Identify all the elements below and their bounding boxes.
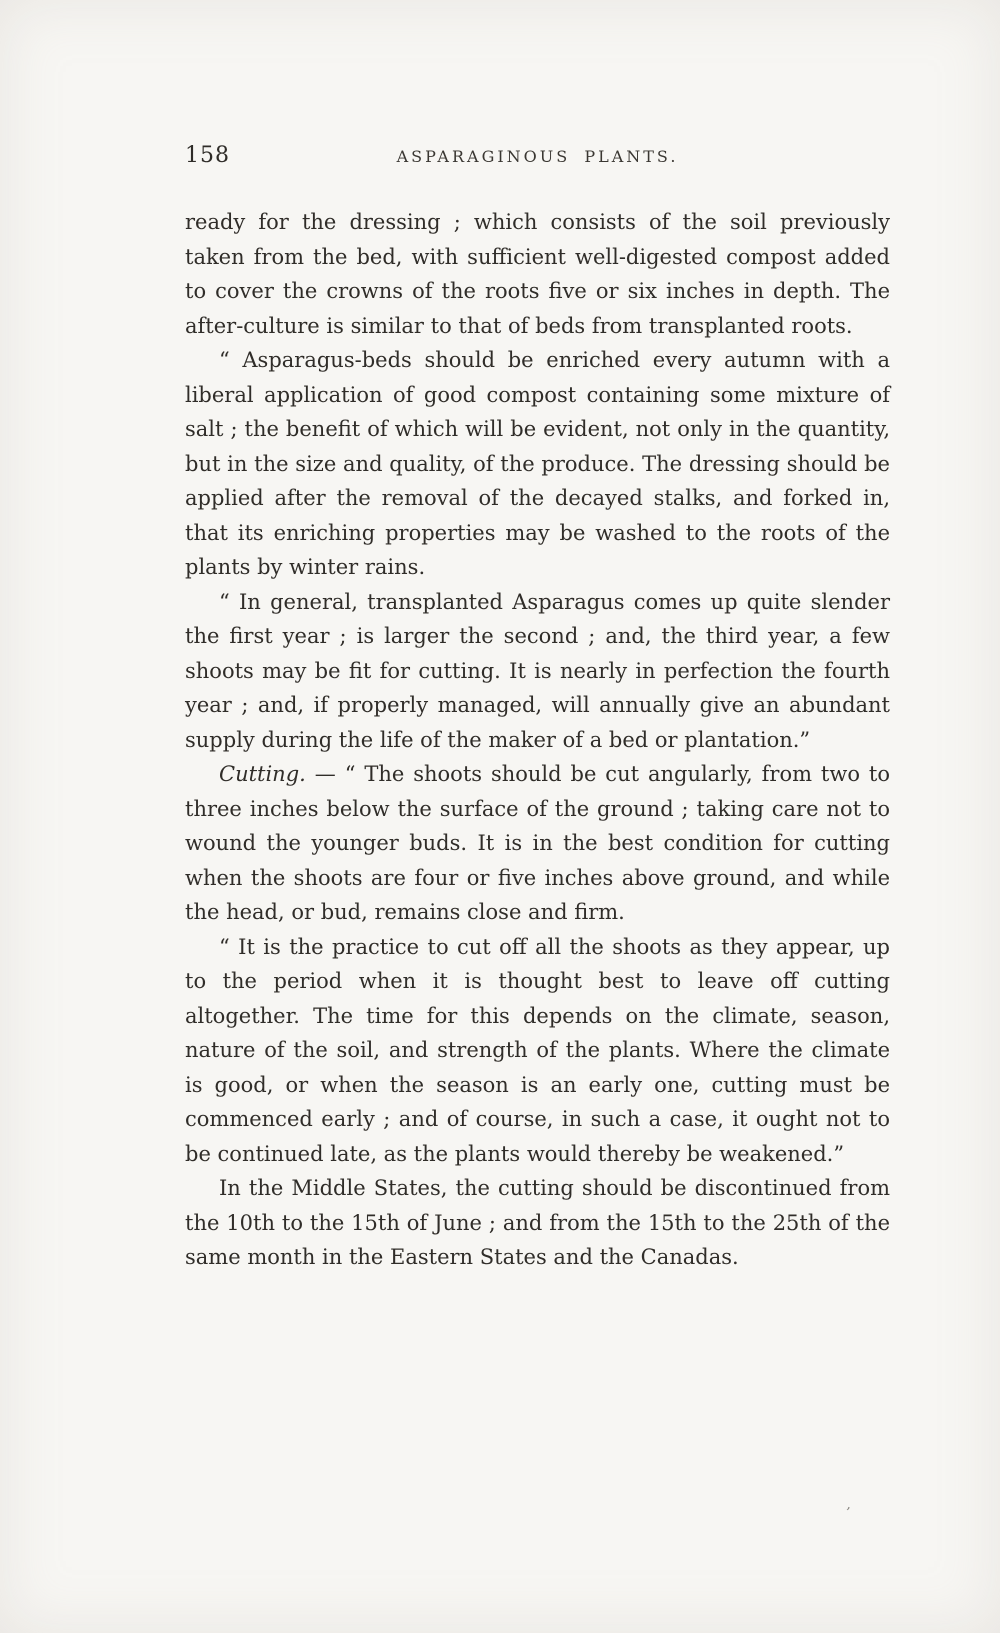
paragraph: Cutting. — “ The shoots should be cut angularly, from two to three inches below the surface of the ground ; taking care not to wound the younger buds. It is in the best condition for cutting when the shoots are four or five inches above ground, and while the head, or bud, remains close and firm. bbox=[185, 762, 890, 924]
paragraph: “ It is the practice to cut off all the shoots as they appear, up to the period when it is thought best to leave off cutting altogether. The time for this depends on the climate, season, nature of the soil, and strength of the plants. Where the climate is good, or when the season is an early one, cutting must be commenced early ; and of course, in such a case, it ought not to be continued late, as the plants would thereby be weakened.” bbox=[185, 934, 890, 1166]
page-header bbox=[185, 143, 890, 173]
paragraph-lead-italic: Cutting. bbox=[219, 762, 306, 786]
body-text bbox=[185, 205, 890, 1275]
paragraph: “ Asparagus-beds should be enriched every autumn with a liberal application of good compost containing some mixture of salt ; the benefit of which will be evident, not only in the quantity, but in the size and quality, of the produce. The dressing should be applied after the removal of the decayed stalks, and forked in, that its enriching properties may be washed to the roots of the plants by winter rains. bbox=[185, 348, 890, 579]
paragraph: ready for the dressing ; which consists of the soil previously taken from the bed, with sufficient well-digested compost added to cover the crowns of the roots five or six inches in depth. The after-culture is similar to that of beds from transplanted roots. bbox=[185, 210, 890, 338]
page-number: 158 bbox=[185, 143, 230, 168]
paragraph: In the Middle States, the cutting should be discontinued from the 10th to the 15th of June ; and from the 15th to the 25th of the same month in the Eastern States and the Canadas. bbox=[185, 1176, 890, 1269]
paragraph: “ In general, transplanted Asparagus comes up quite slender the first year ; is larger the second ; and, the third year, a few shoots may be fit for cutting. It is nearly in perfection the fourth year ; and, if properly managed, will annually give an abundant supply during the life of the maker of a bed or plantation.” bbox=[185, 589, 890, 752]
scan-artifact: ’ bbox=[843, 1504, 852, 1522]
running-title: ASPARAGINOUS PLANTS. bbox=[396, 147, 679, 166]
